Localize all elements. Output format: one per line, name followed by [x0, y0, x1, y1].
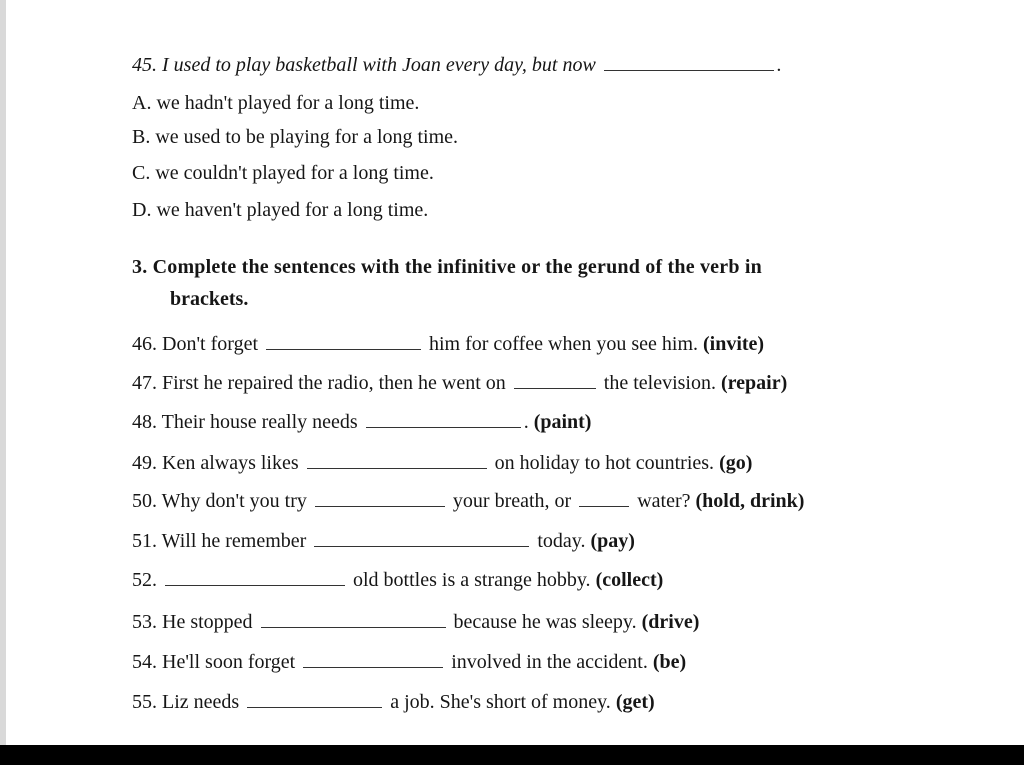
item-50-blank-1	[315, 488, 445, 507]
item-55-verb: (get)	[615, 691, 655, 713]
item-50-blank-2	[579, 488, 629, 507]
item-55-post: a job. She's short of money.	[390, 691, 611, 713]
item-48-pre: 48. Their house really needs	[132, 411, 358, 433]
q45-answer-blank	[604, 52, 774, 71]
item-50	[132, 488, 804, 514]
item-54	[132, 649, 686, 675]
item-54-verb: (be)	[652, 651, 687, 673]
item-49-blank	[307, 450, 487, 469]
item-46-blank	[266, 331, 421, 350]
item-55-blank	[247, 689, 382, 708]
item-52	[132, 567, 663, 593]
item-46-verb: (invite)	[703, 333, 765, 355]
item-55	[132, 689, 655, 715]
item-52-verb: (collect)	[595, 569, 664, 591]
item-48-blank	[366, 409, 521, 428]
item-49-verb: (go)	[719, 452, 753, 474]
item-53-verb: (drive)	[641, 611, 700, 633]
item-52-pre: 52.	[132, 569, 157, 591]
item-51-blank	[314, 528, 529, 547]
item-53-post: because he was sleepy.	[453, 611, 637, 633]
item-49	[132, 450, 752, 476]
q45-option-c: C. we couldn't played for a long time.	[132, 162, 434, 184]
item-46	[132, 331, 764, 357]
item-52-blank	[165, 567, 345, 586]
item-54-blank	[303, 649, 443, 668]
item-51-post: today.	[537, 530, 586, 552]
section3-heading-line2: brackets.	[170, 288, 249, 310]
item-48-verb: (paint)	[533, 411, 592, 433]
q45-stem-end: .	[776, 54, 782, 76]
item-48	[132, 409, 591, 435]
item-48-post: .	[523, 411, 529, 433]
item-50-post: water?	[637, 490, 691, 512]
item-52-post: old bottles is a strange hobby.	[353, 569, 591, 591]
left-frame-edge	[0, 0, 6, 745]
item-49-pre: 49. Ken always likes	[132, 452, 299, 474]
item-55-pre: 55. Liz needs	[132, 691, 240, 713]
item-46-pre: 46. Don't forget	[132, 333, 258, 355]
item-53	[132, 609, 699, 635]
item-53-blank	[261, 609, 446, 628]
item-49-post: on holiday to hot countries.	[494, 452, 715, 474]
item-51-pre: 51. Will he remember	[132, 530, 307, 552]
item-47-blank	[514, 370, 596, 389]
item-46-post: him for coffee when you see him.	[429, 333, 698, 355]
q45-option-d: D. we haven't played for a long time.	[132, 199, 429, 221]
q45-stem-text: 45. I used to play basketball with Joan every day, but now	[132, 54, 596, 76]
q45-option-b: B. we used to be playing for a long time.	[132, 126, 459, 148]
section3-heading-line1: 3. Complete the sentences with the infinitive or the gerund of the verb in	[132, 256, 762, 278]
item-47-pre: 47. First he repaired the radio, then he went on	[132, 372, 506, 394]
q45-stem	[132, 52, 782, 78]
item-51-verb: (pay)	[590, 530, 635, 552]
item-50-mid: your breath, or	[452, 490, 572, 512]
item-51	[132, 528, 635, 554]
item-50-pre: 50. Why don't you try	[132, 490, 307, 512]
item-50-verb: (hold, drink)	[695, 490, 805, 512]
bottom-black-bar	[0, 745, 1024, 765]
item-53-pre: 53. He stopped	[132, 611, 253, 633]
item-54-post: involved in the accident.	[451, 651, 648, 673]
item-47	[132, 370, 787, 396]
item-47-post: the television.	[603, 372, 716, 394]
item-47-verb: (repair)	[720, 372, 788, 394]
q45-option-a: A. we hadn't played for a long time.	[132, 92, 420, 114]
item-54-pre: 54. He'll soon forget	[132, 651, 296, 673]
